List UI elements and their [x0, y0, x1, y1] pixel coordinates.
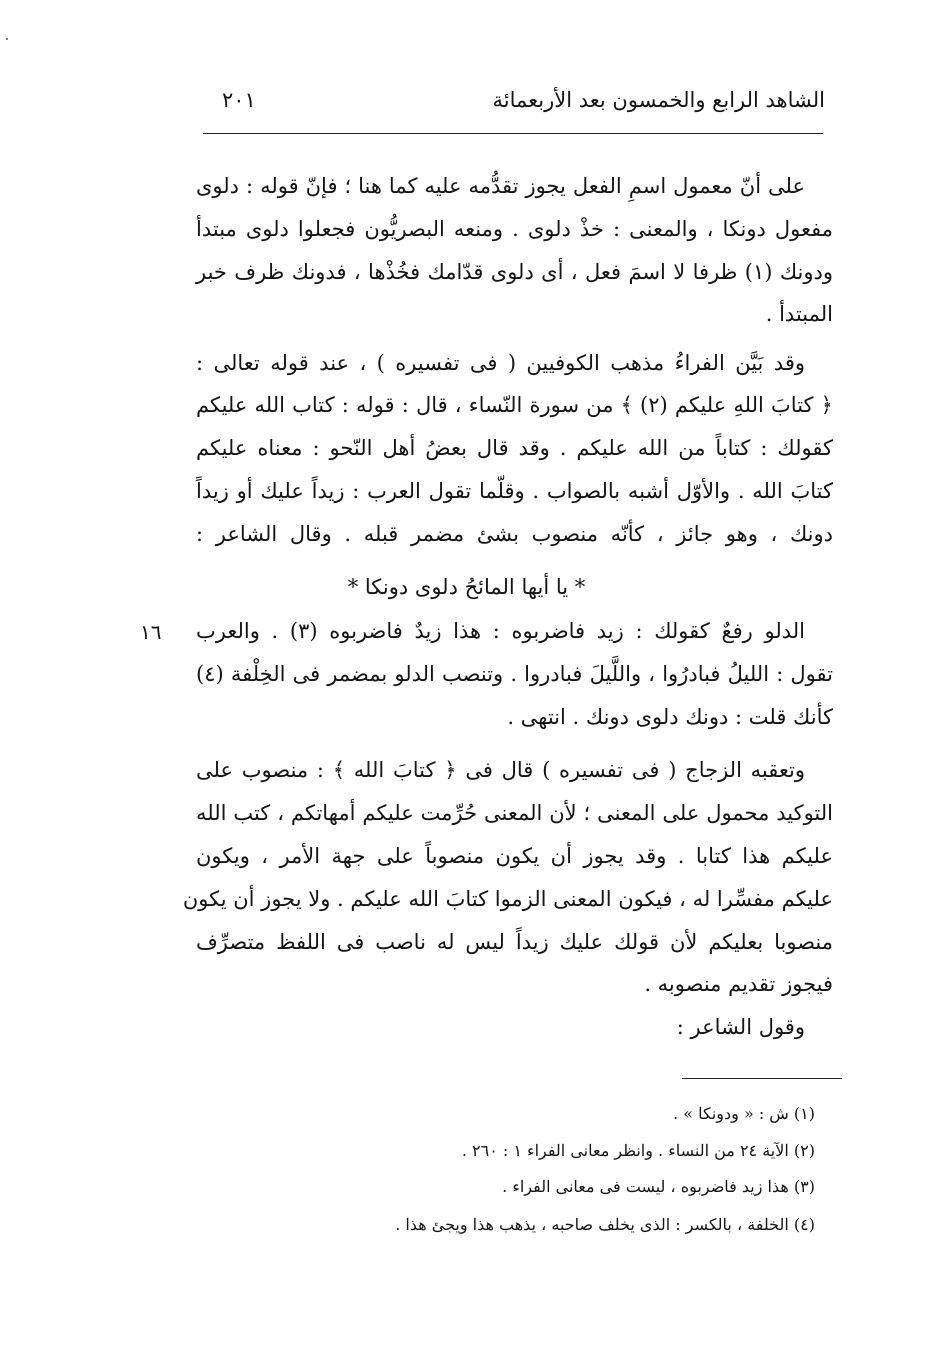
text-line: الدلو رفعٌ كقولك : زيد فاضربوه : هذا زيدٌ فاضربوه (٣) . والعرب [196, 619, 805, 643]
text-line: وتعقبه الزجاج ( فى تفسيره ) قال فى ﴿ كتابَ الله ﴾ : منصوب على [196, 758, 805, 782]
scan-speck [6, 38, 8, 40]
text-line: دونك ، وهو جائز ، كأنّه منصوب بشئ مضمر قبله . وقال الشاعر : [196, 522, 833, 546]
text-line: تقول : الليلُ فبادرُوا ، واللَّيلَ فبادروا . وتنصب الدلو بمضمر فى الخِلْفة (٤) [196, 662, 833, 686]
text-line: كتابَ الله . والأوّل أشبه بالصواب . وقلّما تقول العرب : زيداً عليك أو زيداً [196, 479, 833, 503]
text-line: مفعول دونكا ، والمعنى : خذْ دلوى . ومنعه البصريُّون فجعلوا دلوى مبتدأ [196, 217, 833, 241]
text-line: كقولك : كتاباً من الله عليكم . وقد قال بعضُ أهل النّحو : معناه عليكم [196, 436, 833, 460]
text-line: عليكم مفسِّرا له ، فيكون المعنى الزموا كتابَ الله عليكم . ولا يجوز أن يكون [182, 887, 833, 911]
text-line: المبتدأ . [765, 302, 833, 326]
text-line: منصوبا بعليكم لأن قولك عليك زيداً ليس له ناصب فى اللفظ متصرِّف [196, 930, 833, 954]
verse-line: * يا أيها المائحُ دلوى دونكا * [347, 575, 586, 599]
header-divider [203, 133, 823, 134]
footnote: (١) ش : « ودونكا » . [673, 1104, 815, 1123]
text-line: التوكيد محمول على المعنى ؛ لأن المعنى حُرِّمت عليكم أمهاتكم ، كتب الله [196, 801, 833, 825]
footnote: (٤) الخلفة ، بالكسر : الذى يخلف صاحبه ، يذهب هذا ويجئ هذا . [395, 1215, 815, 1234]
margin-line-number: ١٦ [140, 620, 162, 644]
text-line: ودونك (١) ظرفا لا اسمَ فعل ، أى دلوى قدّامك فخُذْها ، فدونك ظرف خبر [196, 260, 833, 284]
text-line: ﴿ كتابَ اللهِ عليكم (٢) ﴾ من سورة النّساء ، قال : قوله : كتاب الله عليكم [196, 393, 833, 417]
running-header-title: الشاهد الرابع والخمسون بعد الأربعمائة [492, 88, 825, 112]
text-line: وقد بَيَّن الفراءُ مذهب الكوفيين ( فى تفسيره ) ، عند قوله تعالى : [196, 351, 805, 375]
footnote: (٢) الآية ٢٤ من النساء . وانظر معانى الفراء ١ : ٢٦٠ . [461, 1141, 815, 1160]
text-line: وقول الشاعر : [676, 1015, 805, 1039]
text-line: فيجوز تقديم منصوبه . [644, 972, 833, 996]
page-number: ٢٠١ [222, 88, 256, 112]
text-line: عليكم هذا كتابا . وقد يجوز أن يكون منصوباً على جهة الأمر ، ويكون [196, 844, 833, 868]
footnote: (٣) هذا زيد فاضربوه ، ليست فى معانى الفراء . [502, 1177, 815, 1196]
footnote-divider [682, 1078, 842, 1079]
text-line: على أنّ معمول اسمِ الفعل يجوز تقدُّمه عليه كما هنا ؛ فإنّ قوله : دلوى [196, 174, 805, 198]
text-line: كأنك قلت : دونك دلوى دونك . انتهى . [507, 705, 833, 729]
